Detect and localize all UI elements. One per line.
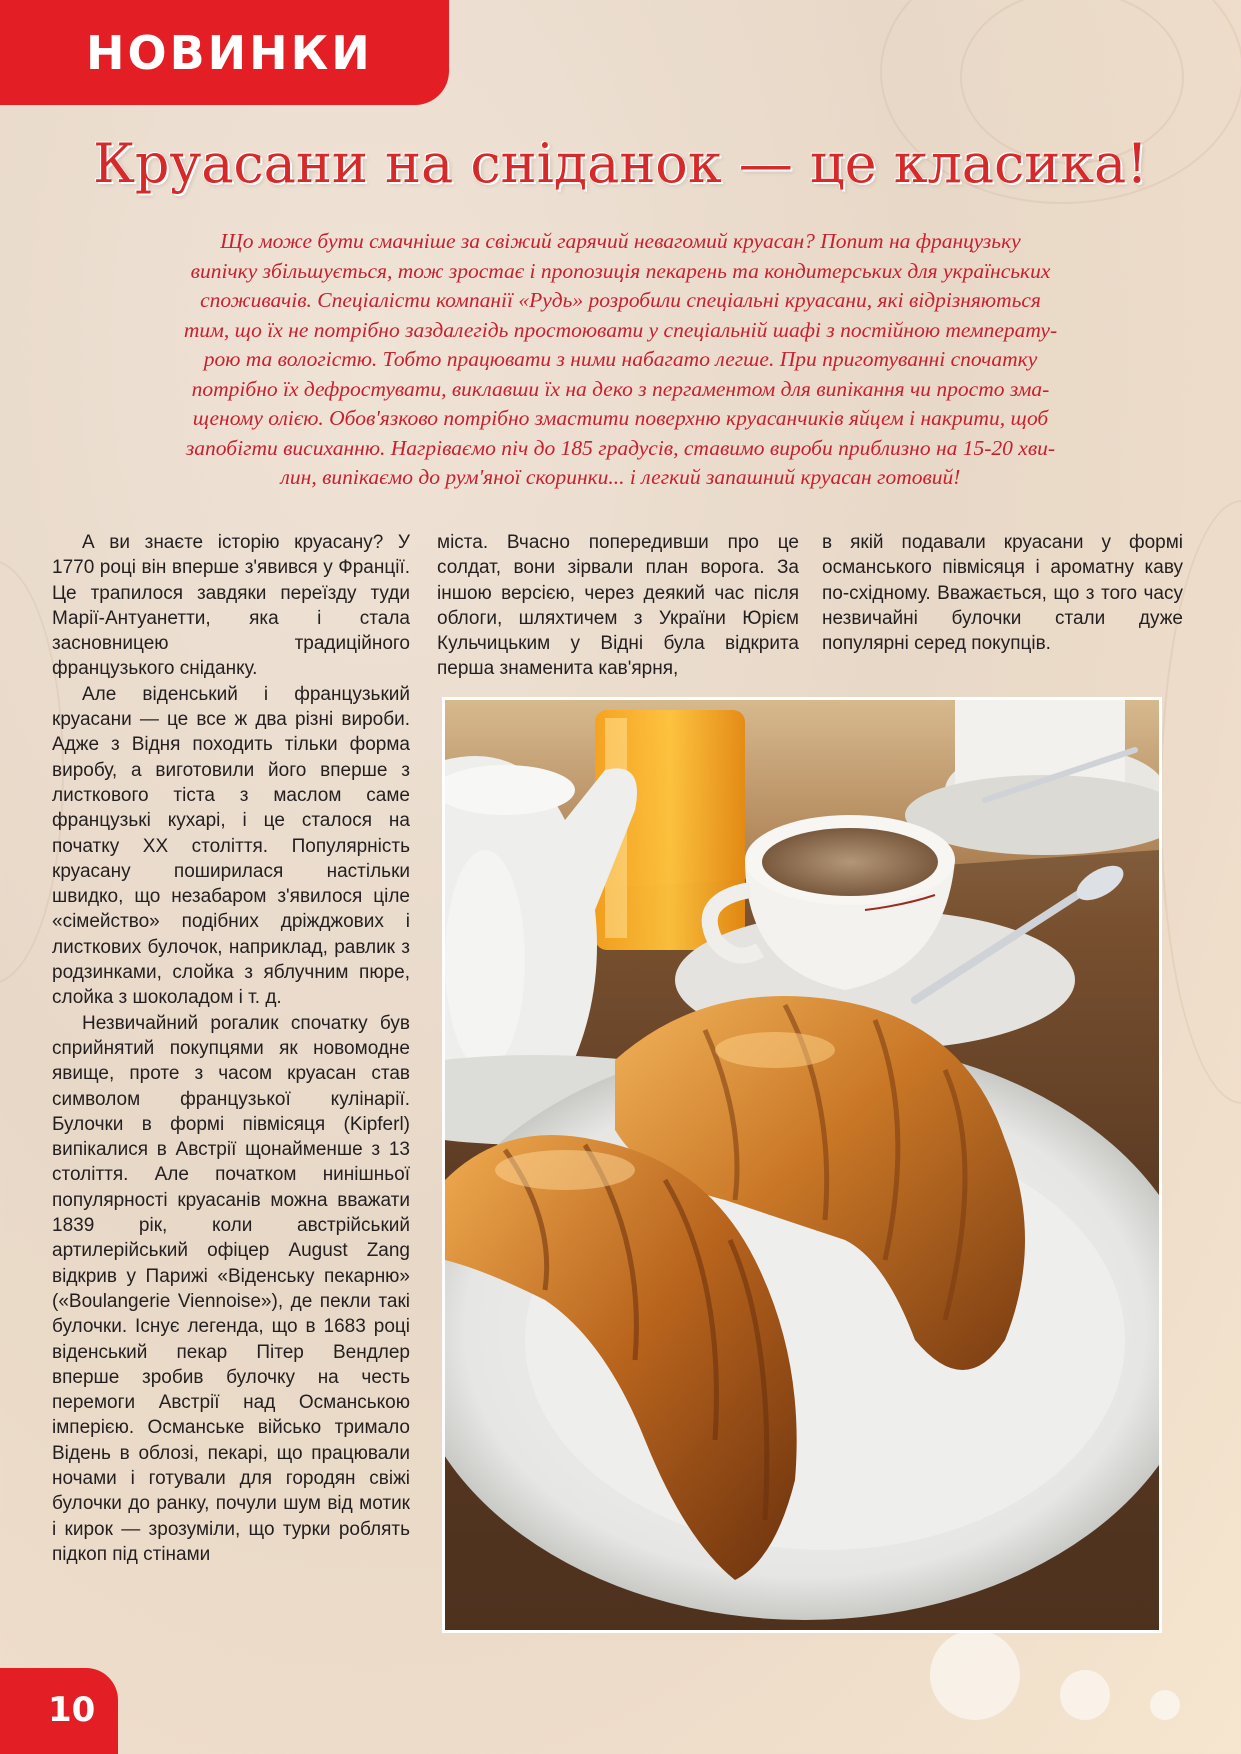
body-paragraph: Незвичайний рогалик спочатку був сприйнятий покупцями як новомодне явище, проте з часом круасан став символом французької кулінарії. Булочки в формі півмісяця (Kipferl) випікалися в Австрії щонайменше з 13 століття. Але початком нинішньої популярності круасанів можна вважати 1839 рік, коли австрійський артилерійський офіцер August Zang відкрив у Парижі «Віденську пекарню» («Boulangerie Viennoise»), де пекли такі булочки. Існує легенда, що в 1683 році віденський пекар Пітер Вендлер вперше зробив булочку на честь перемоги Австрії над Османською імперією. Османське військо тримало Відень в облозі, пекарі, що працювали ночами і готували для городян свіжі булочки до ранку, почули шум від мотик і кирок — зрозуміли, що турки роблять підкоп під стінами (52, 1012, 410, 1565)
decorative-bokeh (1150, 1690, 1180, 1720)
lead-line: запобігти висиханню. Нагріваємо піч до 185 градусів, ставимо вироби приблизно на 15-20 хви- (185, 435, 1056, 460)
section-tab (0, 0, 449, 105)
lead-line: потрібно їх дефростувати, виклавши їх на деко з пергаментом для випікання чи просто зма- (191, 376, 1050, 401)
text-column-2 (437, 530, 799, 682)
lead-paragraph (60, 227, 1181, 493)
section-label: НОВИНКИ (86, 26, 373, 80)
lead-line: випічку збільшується, тож зростає і пропозиція пекарень та кондитерських для українських (190, 258, 1051, 283)
body-paragraph: в якій подавали круасани у формі османського півмісяця і ароматну каву по-східному. Вважається, що з того часу незвичайні булочки стали дуже популярні серед покупців. (822, 532, 1183, 655)
lead-line: тим, що їх не потрібно заздалегідь простоювати у спеціальній шафі з постійною температу- (183, 317, 1058, 342)
lead-line: Що може бути смачніше за свіжий гарячий невагомий круасан? Попит на французьку (220, 229, 1021, 253)
lead-line: лин, випікаємо до рум'яної скоринки... і легкий запашний круасан готовий! (280, 465, 961, 489)
text-column-1 (52, 530, 410, 1567)
article-title: Круасани на сніданок — це класика! (93, 132, 1148, 195)
lead-line: рою та вологістю. Тобто працювати з ними набагато легше. При приготуванні спочатку (203, 347, 1038, 371)
page-number-tab (0, 1668, 118, 1754)
body-paragraph: А ви знаєте історію круасану? У 1770 році він вперше з'явився у Франції. Це трапилося завдяки переїзду туди Марії-Антуанетти, яка і стала засновницею традиційного французького сніданку. (52, 532, 410, 680)
croissant-photo (442, 697, 1162, 1633)
decorative-bokeh (930, 1630, 1020, 1720)
decorative-bokeh (1060, 1670, 1110, 1720)
lead-line: щеному олією. Обов'язково потрібно змастити поверхню круасанчиків яйцем і накрити, щоб (192, 406, 1049, 430)
body-paragraph: міста. Вчасно попередивши про це солдат, вони зірвали план ворога. За іншою версією, через деякий час після облоги, шляхтичем з України Юрієм Кульчицьким у Відні була відкрита перша знаменита кав'ярня, (437, 532, 799, 680)
page-number: 10 (48, 1690, 96, 1730)
body-paragraph: Але віденський і французький круасани — це все ж два різні вироби. Адже з Відня походить тільки форма виробу, а виготовили його вперше з листкового тіста з маслом саме французькі кухарі, і це сталося на початку ХХ століття. Популярність круасану поширилася настільки швидко, що незабаром з'явилося ціле «сімейство» подібних дріжджових і листкових булочок, наприклад, равлик з родзинками, слойка з яблучним пюре, слойка з шоколадом і т. д. (52, 683, 410, 1009)
text-column-3 (822, 530, 1183, 656)
lead-line: споживачів. Спеціалісти компанії «Рудь» розробили спеціальні круасани, які відрізняються (200, 288, 1041, 312)
